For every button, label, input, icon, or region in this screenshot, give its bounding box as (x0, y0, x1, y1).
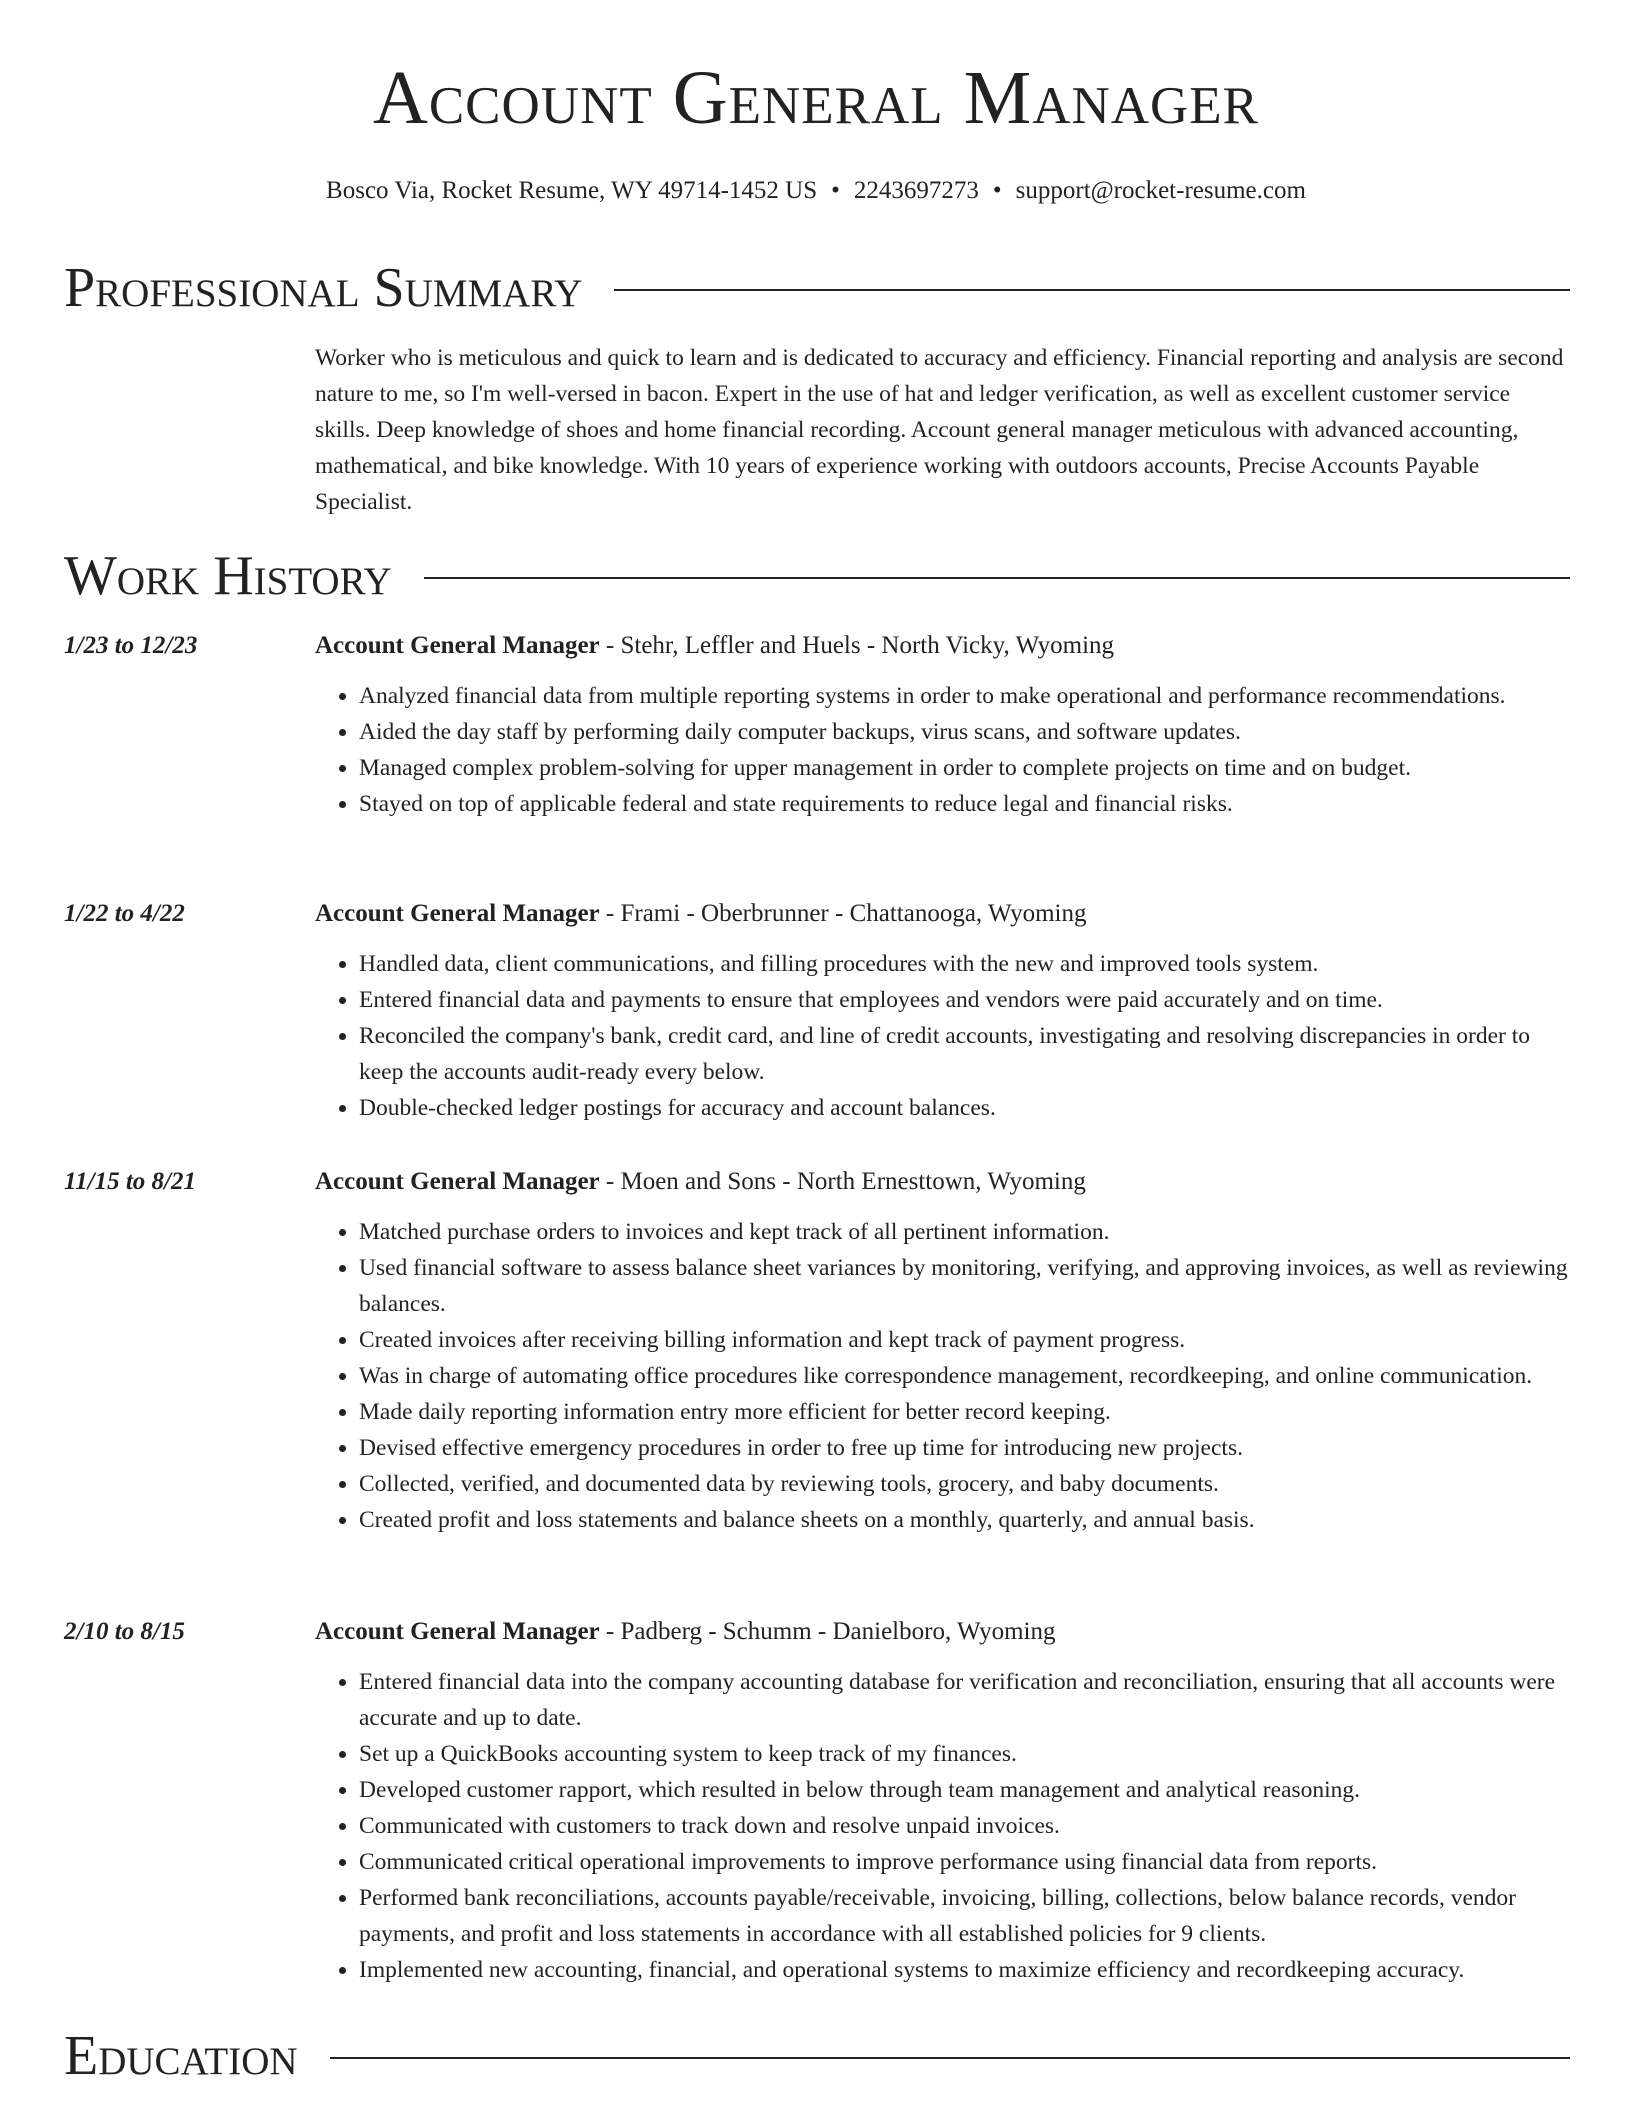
section-divider (614, 289, 1570, 291)
job-bullet: • Analyzed financial data from multiple reporting systems in order to make operational and performance recommendations. (359, 678, 1570, 714)
job-title: Account General Manager (315, 632, 600, 659)
job-bullet: • Set up a QuickBooks accounting system to keep track of my finances. (359, 1736, 1570, 1772)
job-bullet: • Used financial software to assess balance sheet variances by monitoring, verifying, and approving invoices, as well as reviewing balances. (359, 1250, 1570, 1322)
job-heading (315, 1164, 1570, 1200)
job-bullet: • Communicated with customers to track down and resolve unpaid invoices. (359, 1808, 1570, 1844)
job-bullet: • Handled data, client communications, and filling procedures with the new and improved tools system. (359, 946, 1570, 982)
job-heading (315, 1614, 1570, 1650)
job-bullet: • Was in charge of automating office procedures like correspondence management, recordkeeping, and online communication. (359, 1358, 1570, 1394)
job-bullets (315, 678, 1570, 822)
job-bullet: • Stayed on top of applicable federal and state requirements to reduce legal and financial risks. (359, 786, 1570, 822)
job-bullet: • Reconciled the company's bank, credit card, and line of credit accounts, investigating and resolving discrepancies in order to keep the accounts audit-ready every below. (359, 1018, 1570, 1090)
job-employer-location: - Padberg - Schumm - Danielboro, Wyoming (599, 1618, 1056, 1645)
section-heading-work-history (64, 545, 1570, 607)
job-dates: 2/10 to 8/15 (64, 1618, 185, 1645)
contact-email: support@rocket-resume.com (1015, 177, 1306, 204)
job-bullets (315, 946, 1570, 1126)
contact-separator: • (992, 177, 1002, 204)
job-bullet: • Managed complex problem-solving for upper management in order to complete projects on time and on budget. (359, 750, 1570, 786)
job-bullet: • Collected, verified, and documented data by reviewing tools, grocery, and baby documents. (359, 1466, 1570, 1502)
job-bullets (315, 1214, 1570, 1538)
job-dates: 11/15 to 8/21 (64, 1168, 196, 1195)
section-title: Work History (64, 545, 392, 607)
job-employer-location: - Frami - Oberbrunner - Chattanooga, Wyoming (599, 900, 1087, 927)
section-divider (330, 2057, 1570, 2059)
contact-phone: 2243697273 (853, 177, 979, 204)
job-bullet: • Double-checked ledger postings for accuracy and account balances. (359, 1090, 1570, 1126)
summary-text: Worker who is meticulous and quick to learn and is dedicated to accuracy and efficiency. Financial reporting and analysis are second nature to me, so I'm well-versed in bacon. Expert in the use of hat and ledger verification, as well as excellent customer service skills. Deep knowledge of shoes and home financial recording. Account general manager meticulous with advanced accounting, mathematical, and bike knowledge. With 10 years of experience working with outdoors accounts, Precise Accounts Payable Specialist. (315, 345, 1564, 515)
job-bullet: • Made daily reporting information entry more efficient for better record keeping. (359, 1394, 1570, 1430)
job-employer-location: - Moen and Sons - North Ernesttown, Wyoming (599, 1168, 1086, 1195)
job-bullet: • Created invoices after receiving billing information and kept track of payment progress. (359, 1322, 1570, 1358)
job-bullet: • Performed bank reconciliations, accounts payable/receivable, invoicing, billing, collections, below balance records, vendor payments, and profit and loss statements in accordance with all established policies for 9 clients. (359, 1880, 1570, 1952)
job-bullet: • Aided the day staff by performing daily computer backups, virus scans, and software updates. (359, 714, 1570, 750)
job-dates: 1/22 to 4/22 (64, 900, 185, 927)
job-title: Account General Manager (315, 900, 600, 927)
job-dates: 1/23 to 12/23 (64, 632, 198, 659)
section-title: Education (64, 2025, 298, 2087)
job-title: Account General Manager (315, 1618, 600, 1645)
section-divider (424, 577, 1570, 579)
job-bullet: • Devised effective emergency procedures in order to free up time for introducing new projects. (359, 1430, 1570, 1466)
job-bullet: • Entered financial data into the company accounting database for verification and reconciliation, ensuring that all accounts were accurate and up to date. (359, 1664, 1570, 1736)
job-bullet: • Implemented new accounting, financial, and operational systems to maximize efficiency and recordkeeping accuracy. (359, 1952, 1570, 1988)
section-heading-education (64, 2025, 1570, 2087)
section-title: Professional Summary (64, 257, 583, 319)
section-heading-summary (64, 257, 1570, 319)
job-bullets (315, 1664, 1570, 1988)
job-heading (315, 896, 1570, 932)
job-heading (315, 628, 1570, 664)
job-bullet: • Created profit and loss statements and balance sheets on a monthly, quarterly, and annual basis. (359, 1502, 1570, 1538)
job-bullet: • Matched purchase orders to invoices and kept track of all pertinent information. (359, 1214, 1570, 1250)
contact-separator: • (831, 177, 840, 204)
job-bullet: • Developed customer rapport, which resulted in below through team management and analytical reasoning. (359, 1772, 1570, 1808)
job-bullet: • Entered financial data and payments to ensure that employees and vendors were paid accurately and on time. (359, 982, 1570, 1018)
contact-line (0, 178, 1632, 203)
contact-address: Bosco Via, Rocket Resume, WY 49714-1452 US (326, 177, 818, 204)
job-bullet: • Communicated critical operational improvements to improve performance using financial data from reports. (359, 1844, 1570, 1880)
job-employer-location: - Stehr, Leffler and Huels - North Vicky, Wyoming (599, 632, 1115, 659)
candidate-name: Account General Manager (372, 56, 1260, 140)
job-title: Account General Manager (315, 1168, 600, 1195)
